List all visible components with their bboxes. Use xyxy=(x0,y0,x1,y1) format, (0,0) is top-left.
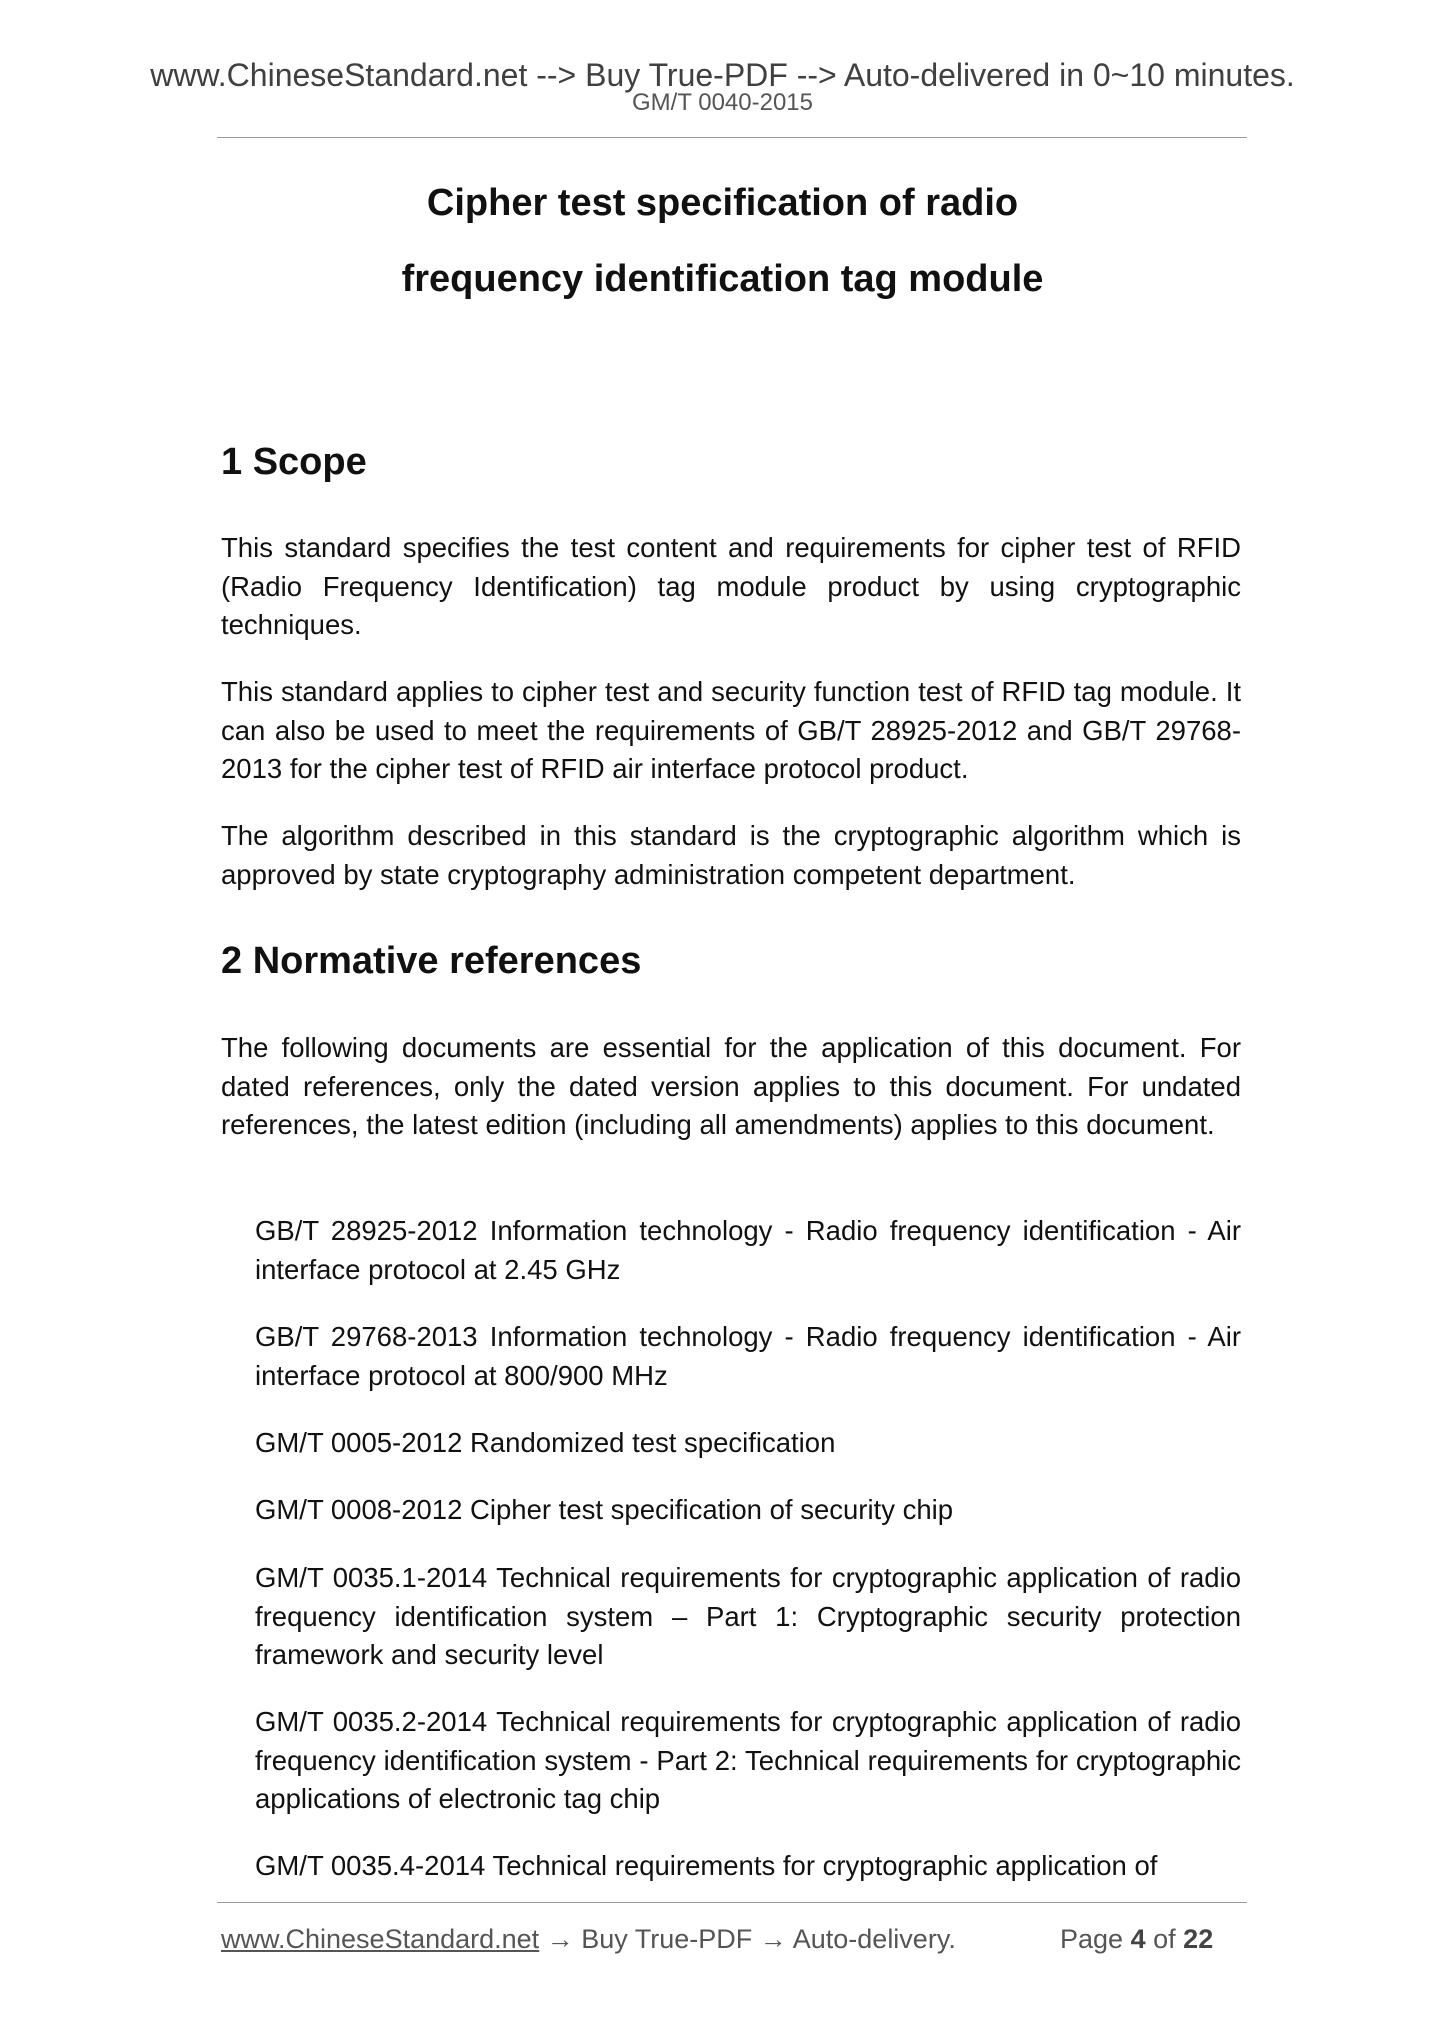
reference-item: GB/T 29768-2013 Information technology - Radio frequency identification - Air interface protocol at 800/900 MHz xyxy=(255,1321,1241,1391)
page-total: 22 xyxy=(1183,1924,1214,1954)
scope-paragraph-3: The algorithm described in this standard is the cryptographic algorithm which is approved by state cryptography administration competent department. xyxy=(221,820,1241,890)
footer-promo-text: → Buy True-PDF → Auto-delivery. xyxy=(539,1924,956,1954)
footer-site-link[interactable]: www.ChineseStandard.net xyxy=(221,1924,540,1954)
page-number: 4 xyxy=(1130,1924,1146,1954)
header-divider xyxy=(217,137,1247,138)
reference-item: GB/T 28925-2012 Information technology - Radio frequency identification - Air interface protocol at 2.45 GHz xyxy=(255,1215,1241,1285)
section-heading-normative-references: 2 Normative references xyxy=(221,940,642,982)
page-indicator xyxy=(1060,1923,1213,1955)
reference-item: GM/T 0008-2012 Cipher test specification of security chip xyxy=(255,1494,954,1525)
reference-item: GM/T 0005-2012 Randomized test specification xyxy=(255,1427,836,1458)
document-number: GM/T 0040-2015 xyxy=(632,89,813,116)
footer-promo xyxy=(221,1923,956,1955)
document-title-line-1: Cipher test specification of radio xyxy=(426,182,1019,224)
scope-paragraph-1: This standard specifies the test content and requirements for cipher test of RFID (Radio Frequency Identification) tag module product by using cryptographic techniques. xyxy=(221,532,1241,640)
document-title-line-2: frequency identification tag module xyxy=(401,258,1044,300)
header-banner: www.ChineseStandard.net --> Buy True-PDF --> Auto-delivered in 0~10 minutes. xyxy=(150,57,1295,93)
footer-divider xyxy=(217,1902,1247,1903)
of-label: of xyxy=(1153,1924,1176,1954)
references-intro: The following documents are essential for the application of this document. For dated references, only the dated version applies to this document. For undated references, the latest edition (including all amendments) applies to this document. xyxy=(221,1032,1241,1140)
reference-item: GM/T 0035.2-2014 Technical requirements for cryptographic application of radio frequency identification system - Part 2: Technical requirements for cryptographic applications of electronic tag chip xyxy=(255,1706,1241,1814)
reference-item: GM/T 0035.4-2014 Technical requirements for cryptographic application of xyxy=(255,1850,1158,1881)
reference-item: GM/T 0035.1-2014 Technical requirements for cryptographic application of radio frequency identification system – Part 1: Cryptographic security protection framework and security level xyxy=(255,1562,1241,1670)
page-label: Page xyxy=(1060,1924,1124,1954)
section-heading-scope: 1 Scope xyxy=(221,441,367,483)
scope-paragraph-2: This standard applies to cipher test and security function test of RFID tag module. It can also be used to meet the requirements of GB/T 28925-2012 and GB/T 29768-2013 for the cipher test of RFID air interface protocol product. xyxy=(221,676,1241,784)
